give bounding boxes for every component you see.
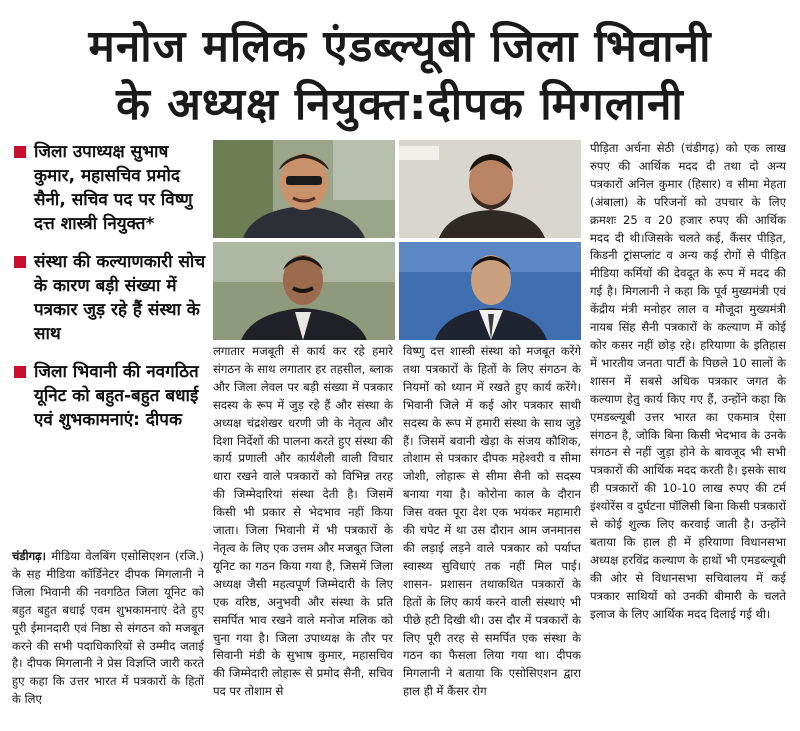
article-column (403, 343, 581, 726)
photo-grid (213, 140, 581, 340)
portrait-photo (213, 242, 395, 340)
bullet-text: जिला उपाध्यक्ष सुभाष कुमार, महासचिव प्रमोद सैनी, सचिव पद पर विष्णु दत्त शास्त्री नियुक्त* (34, 142, 193, 234)
article-text: पीड़िता अर्चना सेठी (चंडीगढ़) को एक लाख रुपए की आर्थिक मदद दी तथा दो अन्य पत्रकारों अनिल कुमार (हिसार) व सीमा मेहता (अंबाला) के परिजनों को उपचार के लिए क्रमशः 25 व 20 हजार रुपए की आर्थिक मदद दी थी।जिसके चलते कई, कैंसर पीड़ित, किडनी ट्रांसप्लांट व अन्य कई रोगों से पीड़ित मीडिया कर्मियों की देवदूत के रूप में मदद की गई है। मिगलानी ने कहा कि पूर्व मुख्यमंत्री एवं केंद्रीय मंत्री मनोहर लाल व मौजूदा मुख्यमंत्री नायब सिंह सैनी पत्रकारों के कल्याण में कोई कोर कसर नहीं छोड़ रहे। हरियाणा के इतिहास में भारतीय जनता पार्टी के पिछले 10 सालों के शासन में सबसे अधिक पत्रकार जगत के कल्याण हेतु कार्य किए गए हैं, उन्होंने कहा कि एमडब्ल्यूबी उत्तर भारत का एकमात्र ऐसा संगठन है, जोकि बिना किसी भेदभाव के उनके संगठन से नहीं जुड़ा होने के बावजूद भी सभी पत्रकारों की आर्थिक मदद करती है। इसके साथ ही पत्रकारों की 10-10 लाख रुपए की टर्म इंश्योरेंस व दुर्घटना पॉलिसी बिना किसी पत्रकारों से कोई शुल्क लिए करवाई जाती है। उन्होंने बताया कि हाल ही में हरियाणा विधानसभा अध्यक्ष हरविंद्र कल्याण के हाथों भी एमडब्ल्यूबी की ओर से विधानसभा सचिवालय में कई पत्रकार साथियों को उनकी बीमारी के चलते इलाज के लिए आर्थिक मदद दिलाई गई थी। (590, 141, 786, 621)
bullet-square-icon (14, 256, 26, 268)
bullet-item (14, 250, 206, 346)
article-column (213, 343, 393, 726)
portrait-photo (399, 242, 581, 340)
bullet-text: जिला भिवानी की नवगठित यूनिट को बहुत-बहुत बधाई एवं शुभकामनाएं: दीपक (34, 362, 199, 430)
article-text: मीडिया वेलबिंग एसोसिएशन (रजि.) के सह मीडिया कॉर्डिनेटर दीपक मिगलानी ने जिला भिवानी की नवगठित जिला यूनिट को बहुत बहुत बधाई एवम शुभकामनाएं देते हुए पूरी ईमानदारी एवं निष्ठा से संगठन को मजबूत करने की सभी पदाधिकारियों से उम्मीद जताई है। दीपक मिगलानी ने प्रेस विज्ञप्ति जारी करते हुए कहा कि उत्तर भारत में पत्रकारों के हितों के लिए (12, 549, 204, 707)
bullet-text: संस्था की कल्याणकारी सोच के कारण बड़ी संख्या में पत्रकार जुड़ रहे हैं संस्था के साथ (34, 252, 206, 344)
highlight-bullets (14, 140, 206, 446)
article-text: लगातार मजबूती से कार्य कर रहे हमारे संगठन के साथ लगातार हर तहसील, ब्लाक और जिला लेवल पर बड़ी संख्या में पत्रकार सदस्य के रूप में जुड़ रहे हैं और संस्था के अध्यक्ष चंद्रशेखर धरणी जी के नेतृत्व और दिशा निर्देशों की पालना करते हुए संस्था की कार्य प्रणाली और कार्यशैली वाली विचार धारा रखने वाले पत्रकारों को विभिन्न तरह की जिम्मेदारियां संस्था देती है। जिसमें किसी भी प्रकार से भेदभाव नहीं किया जाता। जिला भिवानी में भी पत्रकारों के नेतृत्व के लिए एक उत्तम और मजबूत जिला यूनिट का गठन किया गया है, जिसमें जिला अध्यक्ष जैसी महत्वपूर्ण जिम्मेदारी के लिए एक वरिष्ठ, अनुभवी और संस्था के प्रति समर्पित भाव रखने वाले मनोज मलिक को चुना गया है। जिला उपाध्यक्ष के तौर पर सिवानी मंडी के सुभाष कुमार, महासचिव की जिम्मेदारी लोहारू से प्रमोद सैनी, सचिव पद पर तोशाम से (213, 344, 393, 699)
headline (0, 0, 800, 133)
article-column (12, 548, 204, 726)
bullet-item (14, 140, 206, 236)
dateline: चंडीगढ़। (12, 549, 47, 563)
article-text: विष्णु दत्त शास्त्री संस्था को मजबूत करेंगे तथा पत्रकारों के हितों के लिए संगठन के नियमों को ध्यान में रखते हुए कार्य करेंगे। भिवानी जिले में कई ओर पत्रकार साथी सदस्य के रूप में हमारी संस्था के साथ जुड़े हैं। जिसमें बवानी खेड़ा के संजय कौशिक, तोशाम से पत्रकार दीपक महेश्वरी व सीमा जोशी, लोहारू से सीमा सैनी को सदस्य बनाया गया है। कोरोना काल के दौरान जिस वक्त पूरा देश एक भयंकर महामारी की चपेट में था उस दौरान आम जनमानस की लड़ाई लड़ने वाले पत्रकार को पर्याप्त स्वास्थ्य सुविधाएं तक नहीं मिल पाई। शासन- प्रशासन तथाकथित पत्रकारों के हितों के लिए कार्य करने वाली संस्थाएं भी पीछे हटी दिखी थी। उस दौर में पत्रकारों के लिए पूरी तरह से समर्पित एक संस्था के गठन का फैसला लिया गया था। दीपक मिगलानी ने बताया कि एसोसिएशन द्वारा हाल ही में कैंसर रोग (403, 344, 581, 699)
bullet-square-icon (14, 146, 26, 158)
portrait-photo (213, 140, 395, 238)
headline-line-1: मनोज मलिक एंडब्ल्यूबी जिला भिवानी (88, 21, 712, 72)
article-column (590, 140, 786, 726)
headline-line-2: के अध्यक्ष नियुक्त:दीपक मिगलानी (116, 79, 684, 130)
bullet-item (14, 360, 206, 432)
bullet-square-icon (14, 366, 26, 378)
portrait-photo (399, 140, 581, 238)
